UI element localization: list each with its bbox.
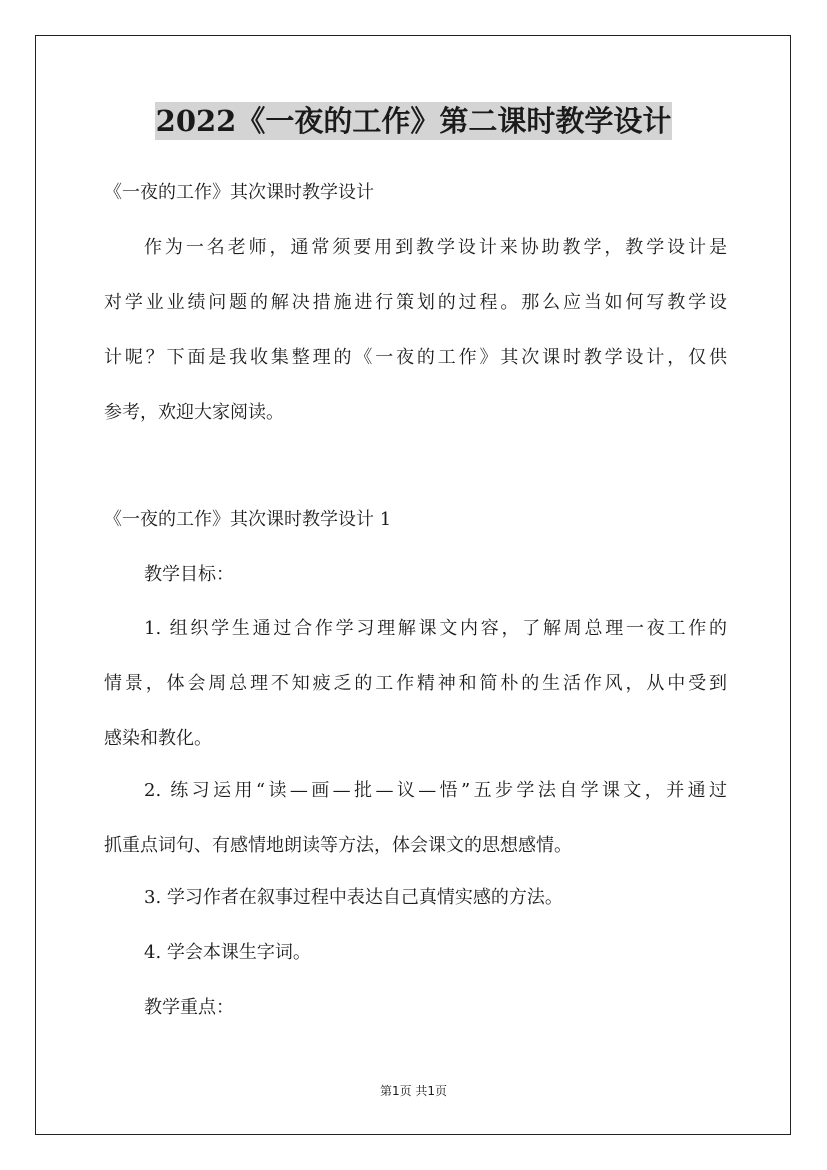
goal2-line-1: 2. 练习运用“读—画—批—议—悟”五步学法自学课文，并通过 (144, 780, 727, 801)
intro-line-3: 计呢？下面是我收集整理的《一夜的工作》其次课时教学设计，仅供 (104, 347, 727, 368)
intro-line-1: 作为一名老师，通常须要用到教学设计来协助教学，教学设计是 (144, 237, 727, 258)
goals-heading: 教学目标： (144, 564, 234, 585)
document-title: 2022《一夜的工作》第二课时教学设计 (155, 104, 672, 138)
goal1-line-1: 1. 组织学生通过合作学习理解课文内容，了解周总理一夜工作的 (144, 618, 727, 639)
goal2-line-2: 抓重点词句、有感情地朗读等方法，体会课文的思想感情。 (104, 835, 572, 856)
goal4: 4. 学会本课生字词。 (144, 942, 311, 963)
intro-line-2: 对学业业绩问题的解决措施进行策划的过程。那么应当如何写教学设 (104, 292, 727, 313)
title-container (0, 102, 827, 140)
goal1-line-3: 感染和教化。 (104, 728, 212, 749)
page-footer: 第1页 共1页 (379, 1084, 448, 1098)
subtitle: 《一夜的工作》其次课时教学设计 (104, 182, 374, 203)
intro-line-4: 参考，欢迎大家阅读。 (104, 402, 284, 423)
section-heading: 《一夜的工作》其次课时教学设计 1 (104, 509, 392, 530)
goal1-line-2: 情景，体会周总理不知疲乏的工作精神和简朴的生活作风，从中受到 (104, 673, 727, 694)
key-points-heading: 教学重点： (144, 997, 234, 1018)
goal3: 3. 学习作者在叙事过程中表达自己真情实感的方法。 (144, 887, 563, 908)
